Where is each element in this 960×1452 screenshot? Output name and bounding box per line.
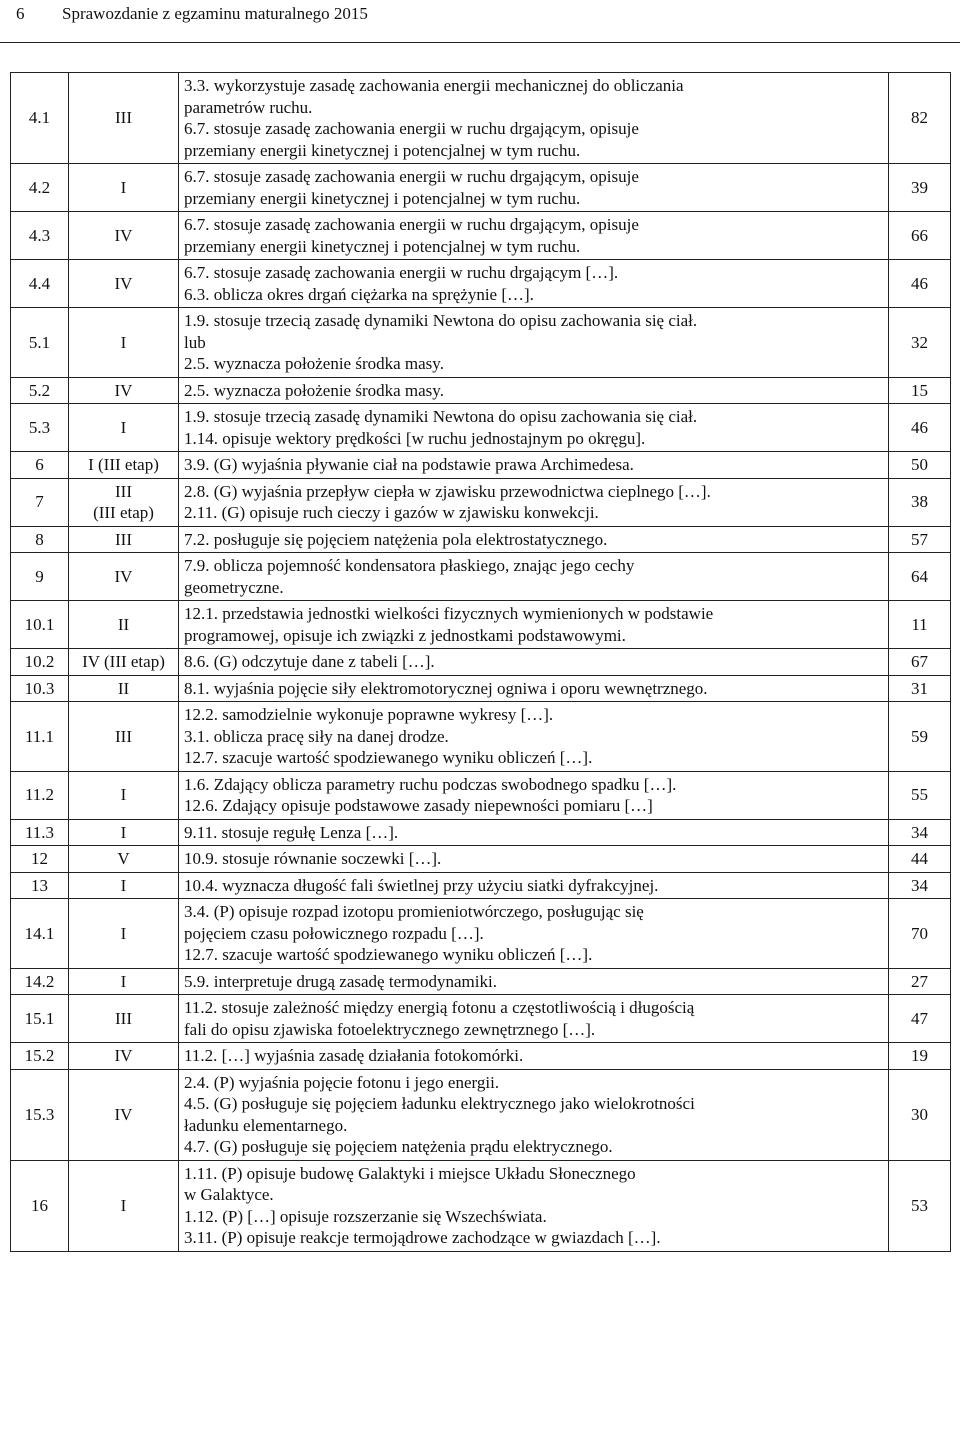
solvability-percent: 15	[889, 377, 951, 404]
requirement-line: przemiany energii kinetycznej i potencjalnej w tym ruchu.	[184, 140, 581, 160]
solvability-percent: 38	[889, 478, 951, 526]
table-row	[11, 553, 951, 601]
requirement-line: parametrów ruchu.	[184, 97, 313, 117]
requirement-line: przemiany energii kinetycznej i potencjalnej w tym ruchu.	[184, 236, 581, 256]
requirement-level: I	[69, 1160, 179, 1251]
requirement-level: I	[69, 899, 179, 969]
table-row	[11, 702, 951, 772]
task-number: 6	[11, 452, 69, 479]
requirement-text	[179, 1069, 889, 1160]
solvability-percent: 39	[889, 164, 951, 212]
table-row	[11, 601, 951, 649]
table-row	[11, 675, 951, 702]
page-header-title: Sprawozdanie z egzaminu maturalnego 2015	[62, 4, 368, 23]
table-row	[11, 260, 951, 308]
level-line: III	[115, 481, 132, 501]
level-line: (III etap)	[93, 503, 154, 522]
requirement-level: III	[69, 73, 179, 164]
solvability-percent: 82	[889, 73, 951, 164]
requirement-line: 5.9. interpretuje drugą zasadę termodynamiki.	[184, 971, 497, 991]
task-number: 11.3	[11, 819, 69, 846]
requirement-level: I	[69, 308, 179, 378]
requirement-line: 2.11. (G) opisuje ruch cieczy i gazów w zjawisku konwekcji.	[184, 503, 599, 522]
requirement-line: 12.7. szacuje wartość spodziewanego wyniku obliczeń […].	[184, 748, 593, 767]
requirement-line: 3.3. wykorzystuje zasadę zachowania energii mechanicznej do obliczania	[184, 76, 684, 95]
requirement-line: programowej, opisuje ich związki z jednostkami podstawowymi.	[184, 625, 626, 645]
solvability-percent: 46	[889, 260, 951, 308]
requirement-level: III	[69, 526, 179, 553]
requirement-text	[179, 1043, 889, 1070]
requirement-line: 6.7. stosuje zasadę zachowania energii w ruchu drgającym, opisuje	[184, 119, 639, 138]
requirement-line: 4.7. (G) posługuje się pojęciem natężenia prądu elektrycznego.	[184, 1137, 613, 1156]
requirement-text	[179, 846, 889, 873]
requirement-line: 1.9. stosuje trzecią zasadę dynamiki Newtona do opisu zachowania się ciał.	[184, 407, 698, 426]
solvability-percent: 53	[889, 1160, 951, 1251]
requirement-level: I	[69, 872, 179, 899]
table-row	[11, 846, 951, 873]
task-number: 7	[11, 478, 69, 526]
requirement-line: 4.5. (G) posługuje się pojęciem ładunku elektrycznego jako wielokrotności	[184, 1094, 695, 1113]
solvability-percent: 70	[889, 899, 951, 969]
requirement-line: 6.7. stosuje zasadę zachowania energii w ruchu drgającym […].	[184, 263, 619, 282]
requirement-text	[179, 1160, 889, 1251]
requirement-text	[179, 452, 889, 479]
requirement-level: III	[69, 702, 179, 772]
requirement-text	[179, 260, 889, 308]
requirement-line: ładunku elementarnego.	[184, 1115, 348, 1135]
task-number: 10.1	[11, 601, 69, 649]
table-row	[11, 899, 951, 969]
requirement-line: 2.4. (P) wyjaśnia pojęcie fotonu i jego energii.	[184, 1072, 500, 1092]
requirement-line: 2.5. wyznacza położenie środka masy.	[184, 380, 444, 400]
requirement-level: IV	[69, 260, 179, 308]
solvability-percent: 59	[889, 702, 951, 772]
table-row	[11, 968, 951, 995]
table-row	[11, 1069, 951, 1160]
requirement-line: lub	[184, 332, 206, 352]
requirement-line: 6.7. stosuje zasadę zachowania energii w ruchu drgającym, opisuje	[184, 215, 639, 234]
requirement-line: fali do opisu zjawiska fotoelektrycznego zewnętrznego […].	[184, 1019, 596, 1039]
task-number: 10.2	[11, 649, 69, 676]
requirement-line: 2.8. (G) wyjaśnia przepływ ciepła w zjawisku przewodnictwa cieplnego […].	[184, 481, 711, 501]
task-number: 4.4	[11, 260, 69, 308]
requirement-text	[179, 553, 889, 601]
task-number: 13	[11, 872, 69, 899]
table-row	[11, 526, 951, 553]
requirement-line: przemiany energii kinetycznej i potencjalnej w tym ruchu.	[184, 188, 581, 208]
requirement-text	[179, 308, 889, 378]
requirement-line: 6.3. oblicza okres drgań ciężarka na sprężynie […].	[184, 284, 534, 304]
requirement-line: 12.2. samodzielnie wykonuje poprawne wykresy […].	[184, 705, 554, 724]
requirement-text	[179, 771, 889, 819]
table-row	[11, 452, 951, 479]
solvability-percent: 67	[889, 649, 951, 676]
requirement-line: 7.2. posługuje się pojęciem natężenia pola elektrostatycznego.	[184, 529, 608, 549]
requirement-level: III	[69, 995, 179, 1043]
requirement-line: 11.2. […] wyjaśnia zasadę działania fotokomórki.	[184, 1046, 524, 1065]
requirement-level: IV (III etap)	[69, 649, 179, 676]
requirement-level: I (III etap)	[69, 452, 179, 479]
task-number: 15.1	[11, 995, 69, 1043]
requirement-line: 1.11. (P) opisuje budowę Galaktyki i miejsce Układu Słonecznego	[184, 1163, 636, 1183]
table-row	[11, 212, 951, 260]
requirement-text	[179, 872, 889, 899]
task-number: 11.1	[11, 702, 69, 772]
requirement-line: 10.9. stosuje równanie soczewki […].	[184, 849, 442, 868]
requirement-level: IV	[69, 1043, 179, 1070]
results-table	[10, 72, 951, 1252]
table-row	[11, 771, 951, 819]
requirement-line: 8.1. wyjaśnia pojęcie siły elektromotorycznej ogniwa i oporu wewnętrznego.	[184, 678, 708, 698]
requirement-line: 3.9. (G) wyjaśnia pływanie ciał na podstawie prawa Archimedesa.	[184, 455, 634, 474]
table-row	[11, 649, 951, 676]
requirement-line: 12.7. szacuje wartość spodziewanego wyniku obliczeń […].	[184, 945, 593, 964]
solvability-percent: 55	[889, 771, 951, 819]
requirement-line: 7.9. oblicza pojemność kondensatora płaskiego, znając jego cechy	[184, 556, 635, 575]
table-row	[11, 478, 951, 526]
requirement-line: 2.5. wyznacza położenie środka masy.	[184, 354, 444, 373]
task-number: 14.1	[11, 899, 69, 969]
solvability-percent: 66	[889, 212, 951, 260]
page-header	[16, 4, 368, 24]
task-number: 16	[11, 1160, 69, 1251]
requirement-level: II	[69, 675, 179, 702]
task-number: 5.2	[11, 377, 69, 404]
requirement-level: I	[69, 164, 179, 212]
task-number: 5.1	[11, 308, 69, 378]
requirement-line: 9.11. stosuje regułę Lenza […].	[184, 822, 399, 842]
solvability-percent: 31	[889, 675, 951, 702]
requirement-text	[179, 819, 889, 846]
solvability-percent: 34	[889, 872, 951, 899]
requirement-line: 1.6. Zdający oblicza parametry ruchu podczas swobodnego spadku […].	[184, 774, 677, 794]
solvability-percent: 30	[889, 1069, 951, 1160]
requirement-line: 10.4. wyznacza długość fali świetlnej przy użyciu siatki dyfrakcyjnej.	[184, 875, 659, 895]
header-divider	[0, 42, 960, 43]
requirement-text	[179, 995, 889, 1043]
requirement-level: II	[69, 601, 179, 649]
table-row	[11, 819, 951, 846]
requirement-level: V	[69, 846, 179, 873]
requirement-text	[179, 404, 889, 452]
solvability-percent: 57	[889, 526, 951, 553]
requirement-line: 12.1. przedstawia jednostki wielkości fizycznych wymienionych w podstawie	[184, 604, 714, 623]
task-number: 11.2	[11, 771, 69, 819]
requirement-line: 1.14. opisuje wektory prędkości [w ruchu jednostajnym po okręgu].	[184, 428, 646, 448]
requirement-level: I	[69, 771, 179, 819]
task-number: 15.3	[11, 1069, 69, 1160]
solvability-percent: 46	[889, 404, 951, 452]
requirement-text	[179, 377, 889, 404]
solvability-percent: 19	[889, 1043, 951, 1070]
solvability-percent: 44	[889, 846, 951, 873]
solvability-percent: 47	[889, 995, 951, 1043]
requirement-text	[179, 968, 889, 995]
requirement-line: 11.2. stosuje zależność między energią fotonu a częstotliwością i długością	[184, 998, 695, 1017]
requirement-level: I	[69, 968, 179, 995]
solvability-percent: 27	[889, 968, 951, 995]
requirement-text	[179, 73, 889, 164]
requirement-text	[179, 526, 889, 553]
task-number: 4.3	[11, 212, 69, 260]
table-row	[11, 164, 951, 212]
table-row	[11, 1043, 951, 1070]
requirement-line: 12.6. Zdający opisuje podstawowe zasady niepewności pomiaru […]	[184, 796, 653, 815]
requirement-line: 3.4. (P) opisuje rozpad izotopu promieniotwórczego, posługując się	[184, 902, 644, 921]
requirement-line: 8.6. (G) odczytuje dane z tabeli […].	[184, 652, 435, 671]
requirement-text	[179, 601, 889, 649]
table-row	[11, 73, 951, 164]
task-number: 5.3	[11, 404, 69, 452]
requirement-level: IV	[69, 1069, 179, 1160]
requirement-text	[179, 649, 889, 676]
table-row	[11, 404, 951, 452]
table-row	[11, 308, 951, 378]
requirement-text	[179, 899, 889, 969]
requirement-line: 1.9. stosuje trzecią zasadę dynamiki Newtona do opisu zachowania się ciał.	[184, 311, 698, 330]
task-number: 15.2	[11, 1043, 69, 1070]
requirement-line: pojęciem czasu połowicznego rozpadu […].	[184, 923, 484, 943]
task-number: 12	[11, 846, 69, 873]
solvability-percent: 50	[889, 452, 951, 479]
requirement-text	[179, 675, 889, 702]
requirement-level: I	[69, 404, 179, 452]
table-row	[11, 1160, 951, 1251]
requirement-line: 6.7. stosuje zasadę zachowania energii w ruchu drgającym, opisuje	[184, 167, 639, 186]
task-number: 14.2	[11, 968, 69, 995]
task-number: 8	[11, 526, 69, 553]
requirement-line: 3.11. (P) opisuje reakcje termojądrowe zachodzące w gwiazdach […].	[184, 1228, 661, 1247]
requirement-level	[69, 478, 179, 526]
solvability-percent: 32	[889, 308, 951, 378]
table-row	[11, 995, 951, 1043]
requirement-line: 1.12. (P) […] opisuje rozszerzanie się Wszechświata.	[184, 1206, 547, 1226]
task-number: 9	[11, 553, 69, 601]
table-row	[11, 377, 951, 404]
task-number: 4.1	[11, 73, 69, 164]
requirement-line: geometryczne.	[184, 577, 284, 597]
table-row	[11, 872, 951, 899]
requirement-line: w Galaktyce.	[184, 1185, 274, 1204]
requirement-level: IV	[69, 377, 179, 404]
requirement-line: 3.1. oblicza pracę siły na danej drodze.	[184, 726, 449, 746]
requirement-text	[179, 212, 889, 260]
requirement-level: IV	[69, 553, 179, 601]
requirement-level: I	[69, 819, 179, 846]
task-number: 10.3	[11, 675, 69, 702]
solvability-percent: 64	[889, 553, 951, 601]
requirement-level: IV	[69, 212, 179, 260]
requirement-text	[179, 702, 889, 772]
page-number: 6	[16, 4, 25, 23]
task-number: 4.2	[11, 164, 69, 212]
solvability-percent: 34	[889, 819, 951, 846]
requirement-text	[179, 478, 889, 526]
solvability-percent: 11	[889, 601, 951, 649]
requirement-text	[179, 164, 889, 212]
